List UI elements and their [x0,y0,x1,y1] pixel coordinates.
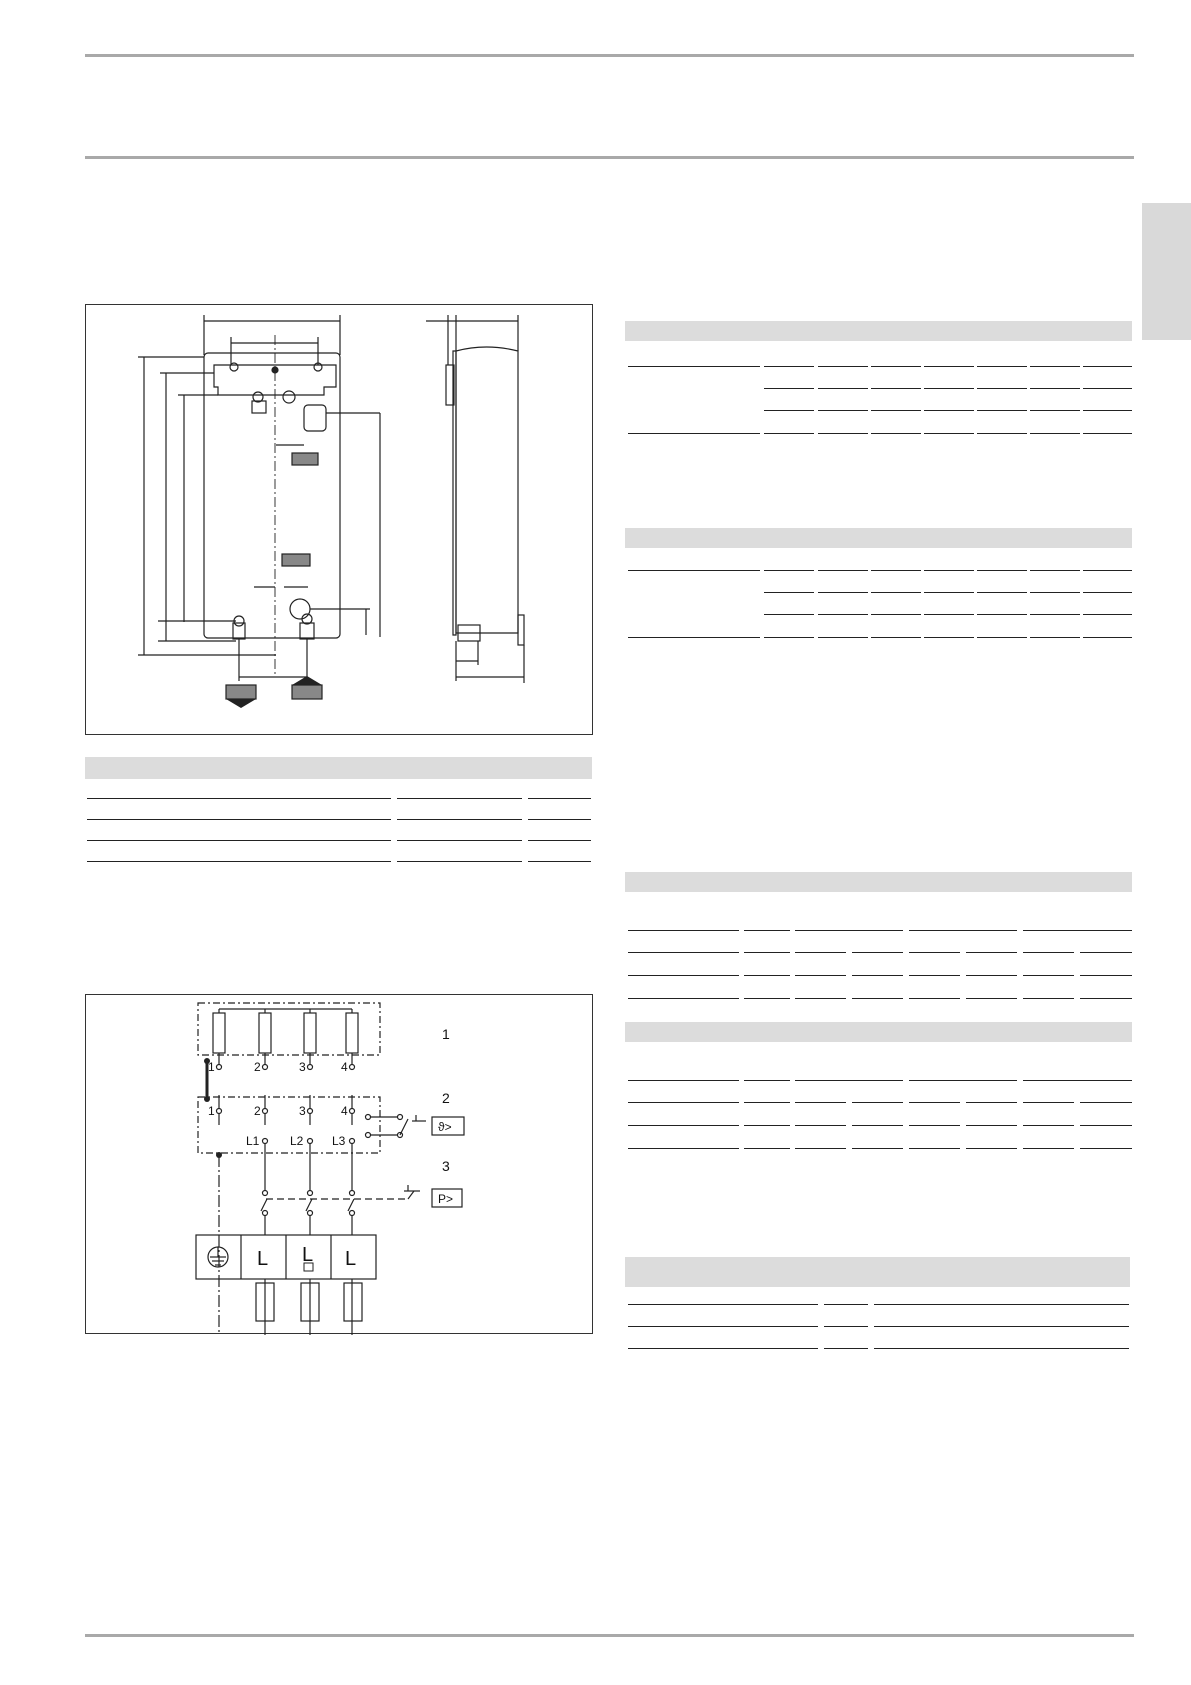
side-tab [1142,203,1191,340]
callout-2: 2 [442,1090,450,1106]
header-rule [85,156,1134,159]
table-a-header-bar [625,321,1132,341]
table-e [628,1304,1129,1350]
table-d [628,1080,1132,1150]
phase-label-l2: L2 [290,1134,304,1148]
table-b-header-bar [625,528,1132,548]
connection-l-3: L [345,1248,357,1270]
dimension-drawing [85,304,593,735]
terminal-mid-3: 3 [299,1104,306,1118]
thermostat-symbol: ϑ> [438,1120,452,1134]
table-a [628,366,1132,436]
table-1-header-bar [85,757,592,779]
callout-3: 3 [442,1158,450,1174]
terminal-top-4: 4 [341,1060,348,1074]
phase-label-l1: L1 [246,1134,260,1148]
table-1 [87,798,591,864]
top-rule [85,54,1134,57]
phase-label-l3: L3 [332,1134,346,1148]
table-b [628,570,1132,640]
pressure-symbol: P> [438,1192,454,1206]
wiring-diagram [85,994,593,1334]
dimension-drawing-svg [86,305,594,736]
footer-rule [85,1634,1134,1637]
wiring-diagram-svg [86,995,594,1335]
appliance-front-outline [204,353,340,638]
table-c-header-bar [625,872,1132,892]
callout-1: 1 [442,1026,450,1042]
connection-l-1: L [257,1248,269,1270]
table-c [628,930,1132,1000]
table-e-header-bar [625,1257,1130,1287]
terminal-top-3: 3 [299,1060,306,1074]
table-d-header-bar [625,1022,1132,1042]
connection-l-2: L [302,1244,314,1266]
terminal-mid-1: 1 [208,1104,215,1118]
terminal-mid-2: 2 [254,1104,261,1118]
terminal-top-2: 2 [254,1060,261,1074]
terminal-mid-4: 4 [341,1104,348,1118]
terminal-top-1: 1 [208,1060,215,1074]
